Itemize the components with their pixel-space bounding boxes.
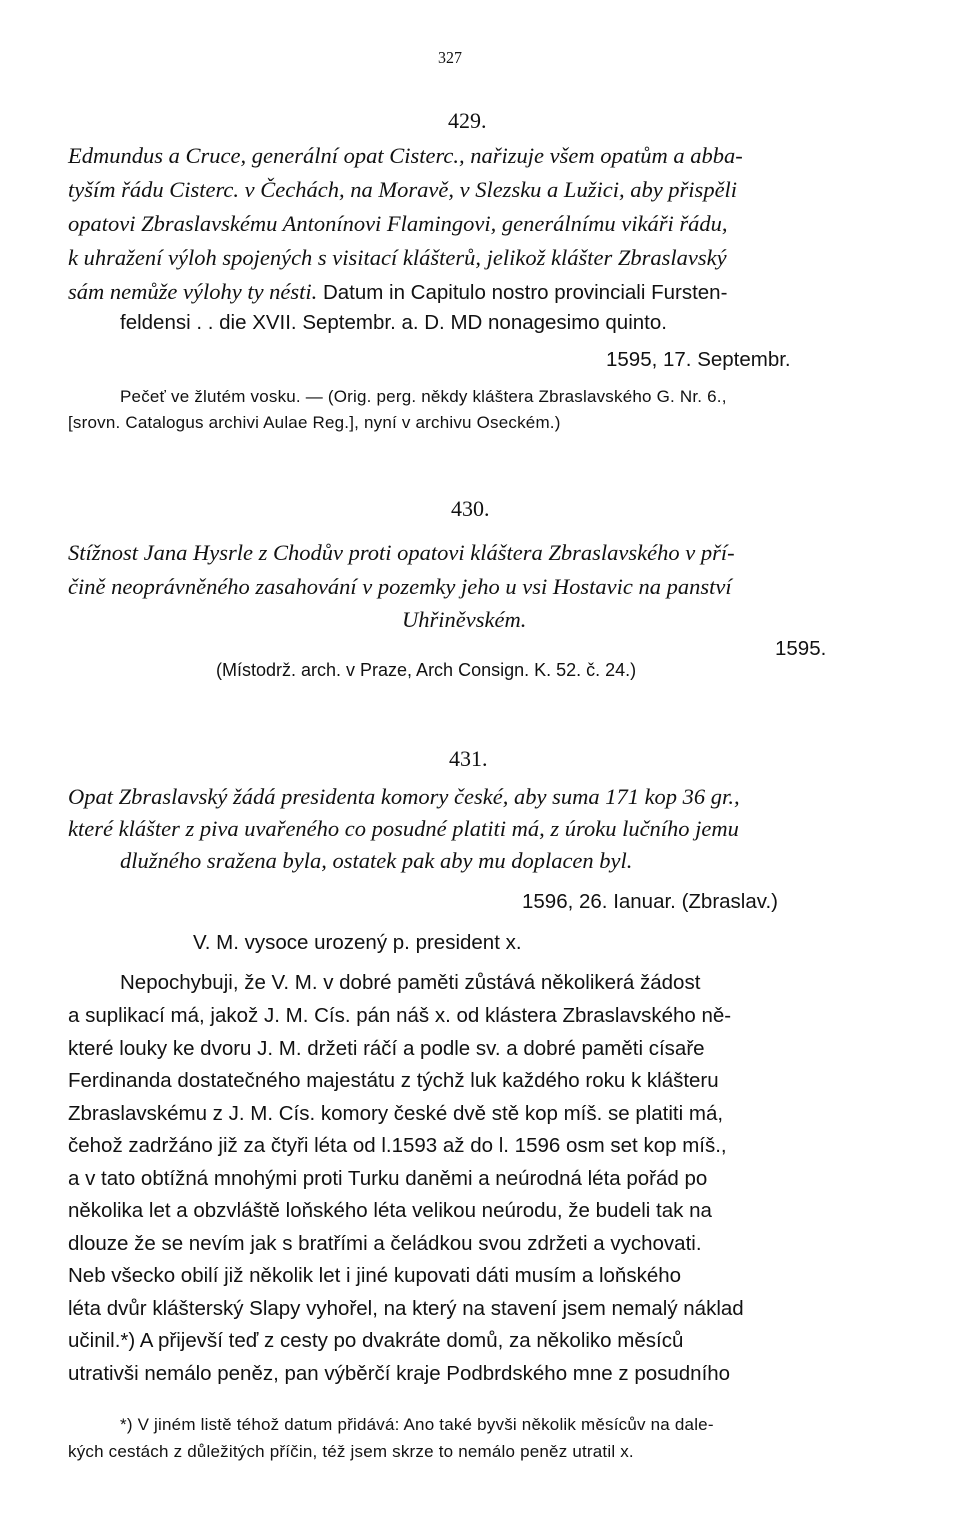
doc-431-body-line-5: Zbraslavskému z J. M. Cís. komory české dvě stě kop míš. se platiti má, bbox=[68, 1102, 724, 1125]
doc-429-source-line-2: [srovn. Catalogus archivi Aulae Reg.], nyní v archivu Oseckém.) bbox=[68, 413, 561, 432]
doc-431-body-line-6: čehož zadržáno již za čtyři léta od l.1593 až do l. 1596 osm set kop míš., bbox=[68, 1134, 727, 1157]
doc-431-summary-line-3: dlužného sražena byla, ostatek pak aby mu doplacen byl. bbox=[120, 848, 633, 873]
doc-431-body-line-9: dlouze že se nevím jak s bratřími a čeládkou svou zdržeti a vychovati. bbox=[68, 1232, 702, 1255]
doc-431-body-line-4: Ferdinanda dostatečného majestátu z týchž luk každého roku k klášteru bbox=[68, 1069, 719, 1092]
doc-431-body-line-10: Neb všecko obilí již několik let i jiné kupovati dáti musím a loňského bbox=[68, 1264, 682, 1287]
doc-431-body-line-1: Nepochybuji, že V. M. v dobré paměti zůstává několikerá žádost bbox=[120, 971, 701, 994]
doc-431-summary-line-2: které klášter z piva uvařeného co posudné platiti má, z úroku lučního jemu bbox=[68, 816, 739, 841]
doc-431-footnote-line-1: *) V jiném listě téhož datum přidává: Ano také byvši několik měsícův na dale- bbox=[120, 1415, 714, 1434]
doc-430-summary-line-1: Stížnost Jana Hysrle z Chodův proti opatovi kláštera Zbraslavského v pří- bbox=[68, 540, 735, 565]
doc-429-summary-line-4: k uhražení výloh spojených s visitací klášterů, jelikož klášter Zbraslavský bbox=[68, 245, 727, 270]
doc-431-body-line-3: které louky ke dvoru J. M. držeti ráčí a podle sv. a dobré paměti císaře bbox=[68, 1037, 705, 1060]
doc-431-date: 1596, 26. Ianuar. (Zbraslav.) bbox=[522, 890, 779, 913]
doc-429-summary-line-2: tyším řádu Cisterc. v Čechách, na Moravě, v Slezsku a Lužici, aby přispěli bbox=[68, 177, 738, 202]
doc-429-summary-line-5 bbox=[68, 277, 727, 308]
doc-431-salutation: V. M. vysoce urozený p. president x. bbox=[193, 931, 522, 954]
doc-431-body-line-11: léta dvůr klášterský Slapy vyhořel, na který na stavení jsem nemalý náklad bbox=[68, 1297, 744, 1320]
doc-431-body-line-2: a suplikací má, jakož J. M. Cís. pán náš x. od klástera Zbraslavského ně- bbox=[68, 1004, 732, 1027]
doc-430-summary-line-3: Uhřiněvském. bbox=[402, 607, 527, 632]
doc-429-date: 1595, 17. Septembr. bbox=[606, 348, 791, 371]
doc-431-body-line-12: učinil.*) A přijevší teď z cesty po dvakráte domů, za několiko měsíců bbox=[68, 1329, 684, 1352]
doc-431-body-line-7: a v tato obtížná mnohými proti Turku daněmi a neúrodná léta pořád po bbox=[68, 1167, 708, 1190]
page-number: 327 bbox=[438, 48, 462, 67]
doc-429-summary-italic-end: sám nemůže výlohy ty nésti. bbox=[68, 279, 318, 304]
doc-430-date: 1595. bbox=[775, 637, 827, 660]
doc-431-body-line-8: několika let a obzvláště loňského léta velikou neúrodu, že budeli tak na bbox=[68, 1199, 712, 1222]
doc-431-summary-line-1: Opat Zbraslavský žádá presidenta komory české, aby suma 171 kop 36 gr., bbox=[68, 784, 740, 809]
doc-429-summary-line-3: opatovi Zbraslavskému Antonínovi Flamingovi, generálnímu vikáři řádu, bbox=[68, 211, 728, 236]
doc-429-datum-start: Datum in Capitulo nostro provinciali Fursten- bbox=[322, 281, 728, 304]
doc-429-number: 429. bbox=[448, 108, 487, 133]
doc-430-source: (Místodrž. arch. v Praze, Arch Consign. K. 52. č. 24.) bbox=[216, 660, 637, 680]
doc-429-summary-line-1: Edmundus a Cruce, generální opat Cisterc., nařizuje všem opatům a abba- bbox=[68, 143, 743, 168]
doc-431-footnote-line-2: kých cestách z důležitých příčin, též jsem skrze to nemálo peněz utratil x. bbox=[68, 1442, 634, 1461]
doc-431-body-line-13: utrativši nemálo peněz, pan výběrčí kraje Podbrdského mne z posudního bbox=[68, 1362, 731, 1385]
doc-429-datum-cont: feldensi . . die XVII. Septembr. a. D. MD nonagesimo quinto. bbox=[120, 311, 667, 334]
doc-430-number: 430. bbox=[451, 496, 490, 521]
doc-430-summary-line-2: čině neoprávněného zasahování v pozemky jeho u vsi Hostavic na panství bbox=[68, 574, 732, 599]
doc-431-number: 431. bbox=[449, 746, 488, 771]
doc-429-source-line-1: Pečeť ve žlutém vosku. — (Orig. perg. někdy kláštera Zbraslavského G. Nr. 6., bbox=[120, 387, 727, 406]
